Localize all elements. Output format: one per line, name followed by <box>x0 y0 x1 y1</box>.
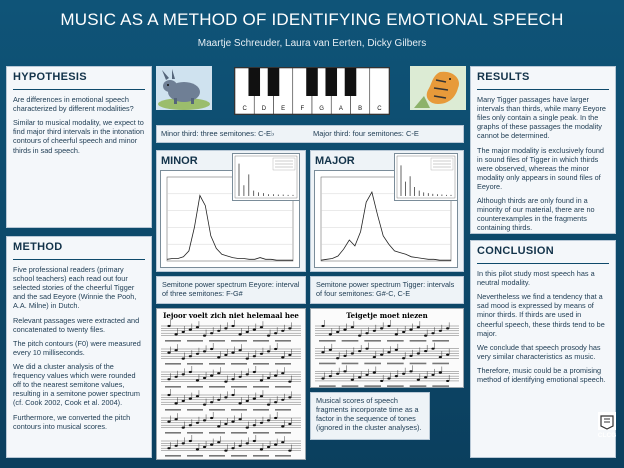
note <box>239 445 242 447</box>
lyric-text <box>275 409 291 411</box>
method-p3: The pitch contours (F0) were measured every 10 milliseconds. <box>13 338 141 357</box>
note <box>253 398 256 400</box>
note <box>253 355 256 357</box>
note <box>189 440 192 442</box>
minor-inset-svg <box>233 154 299 200</box>
results-panel <box>470 66 616 234</box>
note <box>373 356 376 358</box>
note <box>281 330 284 332</box>
note <box>189 355 192 357</box>
black-key <box>248 68 260 96</box>
tigger-musical-score <box>310 308 464 388</box>
note <box>182 400 185 402</box>
note <box>274 444 277 446</box>
note <box>175 445 178 447</box>
note <box>351 352 354 354</box>
lyric-text <box>275 340 291 342</box>
note <box>424 376 427 378</box>
note <box>402 357 405 359</box>
black-key <box>325 68 337 96</box>
note <box>329 375 332 377</box>
note <box>409 355 412 357</box>
note <box>246 373 249 375</box>
note <box>217 356 220 358</box>
note <box>224 450 227 452</box>
results-p3: Although thirds are only found in a minority of our material, there are no counterexamples in the fragments containing thirds. <box>477 196 595 233</box>
note <box>196 326 199 328</box>
score-right-title: Teigetje moet niezen <box>346 311 428 320</box>
minor-label: MINOR <box>161 155 198 167</box>
spectrum-line <box>321 192 451 260</box>
note <box>260 422 263 424</box>
logo-text: CLCG <box>597 432 617 439</box>
note <box>431 374 434 376</box>
lyric-text <box>319 363 336 365</box>
note <box>175 418 178 420</box>
note <box>288 354 291 356</box>
note <box>231 394 234 396</box>
note <box>417 379 420 381</box>
note <box>231 352 234 354</box>
note <box>224 354 227 356</box>
lyric-text <box>209 340 225 342</box>
black-key <box>268 68 280 96</box>
note <box>260 353 263 355</box>
note <box>380 380 383 382</box>
lyric-text <box>209 363 225 365</box>
lyric-text <box>275 363 291 365</box>
note <box>203 377 206 379</box>
note <box>203 335 206 337</box>
black-key <box>306 68 318 96</box>
lyric-text <box>231 455 247 457</box>
note <box>224 396 227 398</box>
note <box>329 349 332 351</box>
note <box>336 373 339 375</box>
note <box>387 377 390 379</box>
note <box>281 356 284 358</box>
note <box>260 379 263 381</box>
note <box>395 349 398 351</box>
note <box>189 329 192 331</box>
lyric-text <box>387 385 404 387</box>
lyric-text <box>231 432 247 434</box>
note <box>253 371 256 373</box>
lyric-text <box>209 409 225 411</box>
note <box>336 331 339 333</box>
minor-caption: Semitone power spectrum Eeyore: interval of three semitones: F-G# <box>162 280 300 299</box>
key-label: B <box>358 106 363 112</box>
note <box>446 380 449 382</box>
black-key <box>345 68 357 96</box>
note <box>196 395 199 397</box>
piano-keys <box>235 68 389 114</box>
note <box>224 381 227 383</box>
note <box>196 422 199 424</box>
method-p2: Relevant passages were extracted and concatenated to twenty files. <box>13 315 140 334</box>
note <box>365 348 368 350</box>
note <box>246 427 249 429</box>
note <box>239 418 242 420</box>
major-inset-svg <box>395 154 457 200</box>
spectrum-line <box>167 196 293 261</box>
note <box>274 417 277 419</box>
key-label: C <box>377 106 382 112</box>
note <box>395 375 398 377</box>
conclusion-p1: In this pilot study most speech has a neutral modality. <box>477 269 595 288</box>
method-p4: We did a cluster analysis of the frequency values which were rounded off to the nearest semitone values, resulting in a semitone power spectrum (cf. Cook 2002, Cook et al. 2004). <box>13 361 140 408</box>
major-caption: Semitone power spectrum Tigger: intervals of four semitones: G#-C, C-E <box>316 280 455 299</box>
note <box>321 325 324 327</box>
note <box>246 442 249 444</box>
note <box>336 357 339 359</box>
note <box>231 378 234 380</box>
note <box>380 354 383 356</box>
note <box>203 404 206 406</box>
lyric-text <box>187 363 203 365</box>
note <box>167 394 170 396</box>
lyric-text <box>165 432 181 434</box>
note <box>321 351 324 353</box>
hypothesis-p2: Similar to musical modality, we expect to find major third intervals in the intonation contours of cheerful speech and minor thirds in sad speech. <box>13 118 145 155</box>
key-label: G <box>319 106 324 112</box>
note <box>203 446 206 448</box>
major-caption-box <box>310 276 464 304</box>
note <box>439 330 442 332</box>
method-p1: Five professional readers (primary school teachers) each read out four selected stories of the cheerful Tigger and the sad Eeyore (Winnie the Pooh, A.A. Milne) in Dutch. <box>13 265 137 311</box>
score-staff-left <box>157 320 305 458</box>
lyric-text <box>253 363 269 365</box>
lyric-text <box>231 340 247 342</box>
piano-keyboard <box>234 67 390 115</box>
note <box>253 424 256 426</box>
note <box>281 425 284 427</box>
note <box>358 335 361 337</box>
poster-authors: Maartje Schreuder, Laura van Eerten, Dicky Gilbers <box>197 38 427 49</box>
lyric-text <box>231 409 247 411</box>
note <box>417 352 420 354</box>
score-caption: Musical scores of speech fragments incorporate time as a factor in the sequence of tones (ignored in the cluster analyses). <box>316 396 422 433</box>
lyric-text <box>432 363 449 365</box>
note <box>167 325 170 327</box>
note <box>260 395 263 397</box>
note <box>189 398 192 400</box>
note <box>196 353 199 355</box>
note <box>224 327 227 329</box>
note <box>203 419 206 421</box>
clcg-logo <box>596 410 618 442</box>
conclusion-panel <box>470 240 616 458</box>
lyric-text <box>387 340 404 342</box>
note <box>402 331 405 333</box>
note <box>267 335 270 337</box>
note <box>239 349 242 351</box>
note <box>167 378 170 380</box>
lyric-text <box>187 455 203 457</box>
note <box>267 404 270 406</box>
lyric-text <box>165 363 181 365</box>
note <box>439 371 442 373</box>
results-heading: RESULTS <box>477 71 530 83</box>
note <box>281 441 284 443</box>
lyric-text <box>364 363 381 365</box>
lyric-text <box>342 363 359 365</box>
note <box>409 329 412 331</box>
note <box>210 332 213 334</box>
conclusion-heading: CONCLUSION <box>477 245 554 257</box>
hypothesis-heading: HYPOTHESIS <box>13 71 87 83</box>
note <box>246 358 249 360</box>
divider <box>477 89 609 90</box>
note <box>417 326 420 328</box>
lyric-text <box>319 340 336 342</box>
note <box>267 419 270 421</box>
minor-inset-chart <box>232 153 300 201</box>
lyric-text <box>253 432 269 434</box>
note <box>274 348 277 350</box>
lyric-text <box>410 363 427 365</box>
note <box>260 448 263 450</box>
major-inset-chart <box>394 153 458 201</box>
note <box>224 423 227 425</box>
key-label: F <box>300 106 305 112</box>
key-label: E <box>281 106 286 112</box>
results-p2: The major modality is exclusively found in sound files of Tigger in which thirds were observed, whereas the minor modality only appears in sound files of Eeyore. <box>477 145 604 191</box>
eeyore-illustration <box>156 66 212 110</box>
note <box>239 402 242 404</box>
note <box>175 402 178 404</box>
note <box>409 370 412 372</box>
note <box>402 373 405 375</box>
note <box>351 379 354 381</box>
divider <box>13 89 145 90</box>
note <box>167 421 170 423</box>
note <box>446 354 449 356</box>
lyric-text <box>165 455 181 457</box>
note <box>321 377 324 379</box>
note <box>196 379 199 381</box>
key-label: A <box>338 106 343 112</box>
major-third-text: Major third: four semitones: C-E <box>313 129 419 138</box>
lyric-text <box>410 340 427 342</box>
lyric-text <box>187 386 203 388</box>
note <box>351 326 354 328</box>
note <box>343 355 346 357</box>
key-label: C <box>242 106 247 112</box>
note <box>387 325 390 327</box>
score-caption-box <box>310 392 430 440</box>
note <box>274 375 277 377</box>
note <box>281 399 284 401</box>
score-staff-right <box>311 320 463 388</box>
note <box>373 371 376 373</box>
note <box>210 348 213 350</box>
key-label: D <box>261 106 267 112</box>
lyric-text <box>253 386 269 388</box>
lyric-text <box>209 455 225 457</box>
hypothesis-p1: Are differences in emotional speech characterized by different modalities? <box>13 95 134 114</box>
note <box>358 350 361 352</box>
lyric-text <box>187 340 203 342</box>
note <box>253 329 256 331</box>
note <box>210 417 213 419</box>
note <box>239 333 242 335</box>
lyric-text <box>253 455 269 457</box>
lyric-text <box>387 363 404 365</box>
note <box>246 331 249 333</box>
conclusion-p2: Nevertheless we find a tendency that a sad mood is expressed by means of minor thirds. If thirds are used in cheerful speech, these thirds tend to be major. <box>477 292 605 338</box>
note <box>288 423 291 425</box>
method-p5: Furthermore, we converted the pitch contours into musical scores. <box>13 412 131 431</box>
note <box>274 401 277 403</box>
note <box>175 376 178 378</box>
eeyore-musical-score <box>156 308 306 460</box>
note <box>267 446 270 448</box>
poster-title: MUSIC AS A METHOD OF IDENTIFYING EMOTIONAL SPEECH <box>60 10 564 29</box>
note <box>182 427 185 429</box>
minor-caption-box <box>156 276 306 304</box>
note <box>196 448 199 450</box>
lyric-text <box>342 340 359 342</box>
note <box>253 440 256 442</box>
lyric-text <box>342 385 359 387</box>
note <box>189 424 192 426</box>
note <box>431 332 434 334</box>
conclusion-p4: Therefore, music could be a promising method of identifying emotional speech. <box>477 365 606 385</box>
note <box>210 444 213 446</box>
note <box>380 327 383 329</box>
method-heading: METHOD <box>13 241 63 253</box>
note <box>217 330 220 332</box>
note <box>343 370 346 372</box>
note <box>288 450 291 452</box>
note <box>267 350 270 352</box>
third-definitions <box>156 125 464 143</box>
lyric-text <box>209 432 225 434</box>
note <box>231 325 234 327</box>
lyric-text <box>364 385 381 387</box>
note <box>395 333 398 335</box>
note <box>239 376 242 378</box>
lyric-text <box>275 432 291 434</box>
note <box>446 327 449 329</box>
score-left-title: Iejoor voelt zich niet helemaal hee <box>163 311 299 320</box>
note <box>246 400 249 402</box>
divider <box>13 259 145 260</box>
note <box>288 381 291 383</box>
note <box>260 326 263 328</box>
note <box>182 442 185 444</box>
note <box>203 350 206 352</box>
note <box>167 447 170 449</box>
lyric-text <box>187 409 203 411</box>
tigger-illustration <box>410 66 466 110</box>
divider <box>477 263 609 264</box>
lyric-text <box>319 385 336 387</box>
lyric-text <box>253 409 269 411</box>
lyric-text <box>165 409 181 411</box>
lyric-text <box>253 340 269 342</box>
note <box>189 371 192 373</box>
note <box>358 376 361 378</box>
note <box>231 421 234 423</box>
minor-third-text: Minor third: three semitones: C-E♭ <box>161 129 275 138</box>
note <box>231 447 234 449</box>
note <box>210 401 213 403</box>
note <box>217 425 220 427</box>
major-label: MAJOR <box>315 155 355 167</box>
lyric-text <box>209 386 225 388</box>
method-panel <box>6 236 152 458</box>
note <box>182 331 185 333</box>
note <box>288 396 291 398</box>
lyric-text <box>187 432 203 434</box>
lyric-text <box>231 386 247 388</box>
note <box>274 332 277 334</box>
hypothesis-panel <box>6 66 152 228</box>
note <box>167 352 170 354</box>
note <box>373 330 376 332</box>
results-p1: Many Tigger passages have larger intervals than thirds, while many Eeyore files only contain a single peak. In the graphs of these passages the modality cannot be determined. <box>477 95 606 141</box>
note <box>281 372 284 374</box>
note <box>210 375 213 377</box>
note <box>387 351 390 353</box>
conclusion-p3: We conclude that speech prosody has very similar characteristics as music. <box>477 342 601 361</box>
lyric-text <box>275 386 291 388</box>
note <box>431 348 434 350</box>
note <box>439 356 442 358</box>
note <box>329 333 332 335</box>
note <box>424 335 427 337</box>
note <box>288 327 291 329</box>
lyric-text <box>364 340 381 342</box>
note <box>217 441 220 443</box>
note <box>343 329 346 331</box>
note <box>217 372 220 374</box>
note <box>175 333 178 335</box>
note <box>267 377 270 379</box>
note <box>424 350 427 352</box>
note <box>365 332 368 334</box>
note <box>217 399 220 401</box>
lyric-text <box>165 340 181 342</box>
note <box>182 373 185 375</box>
lyric-text <box>410 385 427 387</box>
note <box>365 374 368 376</box>
lyric-text <box>165 386 181 388</box>
lyric-text <box>231 363 247 365</box>
lyric-text <box>432 340 449 342</box>
note <box>182 358 185 360</box>
lyric-text <box>275 455 291 457</box>
lyric-text <box>432 385 449 387</box>
note <box>175 349 178 351</box>
